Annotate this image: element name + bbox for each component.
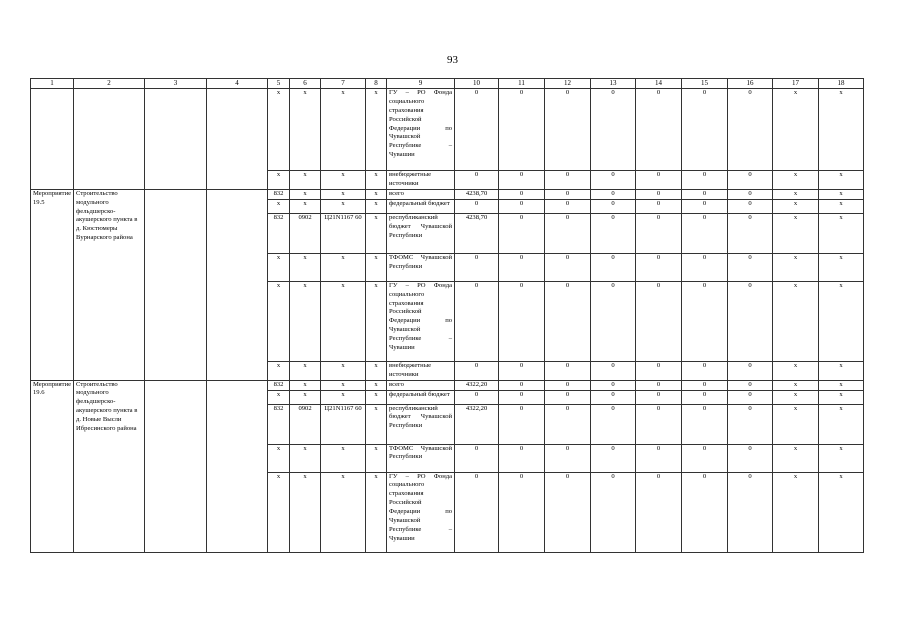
code-cell: x — [268, 253, 290, 281]
value-cell: 0 — [682, 189, 728, 199]
value-cell: x — [819, 281, 864, 361]
value-cell: 0 — [728, 390, 773, 404]
code-cell: x — [321, 89, 366, 171]
value-cell: 0 — [682, 390, 728, 404]
col-header: 11 — [499, 79, 545, 89]
code-cell: x — [366, 213, 387, 253]
value-cell: 0 — [728, 89, 773, 171]
value-cell: 0 — [455, 281, 499, 361]
value-cell: 0 — [545, 89, 591, 171]
value-cell: 0 — [591, 361, 636, 380]
code-cell: x — [366, 189, 387, 199]
code-cell: x — [268, 390, 290, 404]
value-cell: 0 — [636, 380, 682, 390]
value-cell: 0 — [636, 89, 682, 171]
code-cell: x — [366, 380, 387, 390]
funding-source-cell: внебюджетные источники — [387, 171, 455, 190]
code-cell: x — [366, 390, 387, 404]
value-cell: 0 — [682, 199, 728, 213]
value-cell: 0 — [499, 89, 545, 171]
value-cell: 0 — [728, 404, 773, 444]
value-cell: 0 — [728, 213, 773, 253]
value-cell: 0 — [455, 361, 499, 380]
value-cell: 4238,70 — [455, 189, 499, 199]
value-cell: 0 — [591, 213, 636, 253]
value-cell: x — [819, 189, 864, 199]
value-cell: 0 — [499, 281, 545, 361]
value-cell: 0 — [728, 281, 773, 361]
value-cell: x — [773, 199, 819, 213]
code-cell: x — [290, 380, 321, 390]
value-cell: 0 — [545, 380, 591, 390]
measure-cell: Мероприятие 19.5 — [31, 189, 74, 380]
value-cell: x — [819, 472, 864, 552]
value-cell: 0 — [545, 361, 591, 380]
value-cell: 0 — [545, 444, 591, 472]
value-cell: 0 — [499, 253, 545, 281]
value-cell: 0 — [636, 199, 682, 213]
code-cell: 0902 — [290, 213, 321, 253]
value-cell: x — [773, 390, 819, 404]
col-header: 7 — [321, 79, 366, 89]
code-cell: x — [290, 281, 321, 361]
code-cell: x — [366, 444, 387, 472]
value-cell: 0 — [499, 213, 545, 253]
code-cell: x — [321, 444, 366, 472]
value-cell: 0 — [455, 171, 499, 190]
funding-source-cell: республиканский бюджет Чувашской Республики — [387, 404, 455, 444]
code-cell: x — [268, 444, 290, 472]
value-cell: 0 — [636, 213, 682, 253]
value-cell: 0 — [591, 189, 636, 199]
col-header: 9 — [387, 79, 455, 89]
code-cell: Ц21N1167 60 — [321, 404, 366, 444]
col-header: 6 — [290, 79, 321, 89]
code-cell: x — [366, 89, 387, 171]
col-header: 15 — [682, 79, 728, 89]
funding-source-cell: федеральный бюджет — [387, 199, 455, 213]
code-cell: x — [321, 390, 366, 404]
code-cell: x — [321, 472, 366, 552]
value-cell: 0 — [682, 380, 728, 390]
value-cell: 4322,20 — [455, 404, 499, 444]
col-header: 13 — [591, 79, 636, 89]
value-cell: 0 — [682, 444, 728, 472]
header-row — [31, 79, 864, 89]
value-cell: x — [819, 361, 864, 380]
funding-source-cell: всего — [387, 380, 455, 390]
measure-cell: Мероприятие 19.6 — [31, 380, 74, 552]
code-cell: x — [366, 472, 387, 552]
col-header: 17 — [773, 79, 819, 89]
value-cell: 0 — [636, 444, 682, 472]
value-cell: x — [819, 444, 864, 472]
code-cell: x — [321, 380, 366, 390]
value-cell: 0 — [591, 444, 636, 472]
empty-cell — [145, 189, 207, 380]
code-cell: 832 — [268, 189, 290, 199]
code-cell: x — [366, 171, 387, 190]
value-cell: 0 — [682, 89, 728, 171]
value-cell: x — [773, 281, 819, 361]
value-cell: 0 — [728, 171, 773, 190]
budget-table — [30, 78, 864, 553]
col-header: 16 — [728, 79, 773, 89]
table-row — [31, 380, 864, 390]
value-cell: 0 — [455, 89, 499, 171]
code-cell: 0902 — [290, 404, 321, 444]
value-cell: 0 — [728, 199, 773, 213]
value-cell: x — [773, 253, 819, 281]
measure-title-cell: Строительство модульного фельдшерско-акушерского пункта в д. Кюстюмеры Вурнарского района — [74, 189, 145, 380]
empty-cell — [145, 89, 207, 190]
col-header: 14 — [636, 79, 682, 89]
value-cell: x — [819, 253, 864, 281]
col-header: 18 — [819, 79, 864, 89]
code-cell: x — [366, 404, 387, 444]
value-cell: 0 — [545, 404, 591, 444]
value-cell: x — [773, 171, 819, 190]
value-cell: 0 — [728, 380, 773, 390]
value-cell: x — [773, 361, 819, 380]
col-header: 3 — [145, 79, 207, 89]
value-cell: 0 — [728, 361, 773, 380]
value-cell: x — [819, 390, 864, 404]
value-cell: x — [773, 189, 819, 199]
code-cell: x — [268, 171, 290, 190]
value-cell: 0 — [455, 472, 499, 552]
value-cell: 0 — [455, 390, 499, 404]
code-cell: x — [366, 253, 387, 281]
value-cell: 0 — [545, 213, 591, 253]
value-cell: 0 — [499, 380, 545, 390]
code-cell: x — [290, 390, 321, 404]
code-cell: x — [268, 361, 290, 380]
value-cell: 0 — [455, 253, 499, 281]
value-cell: x — [819, 404, 864, 444]
value-cell: 0 — [545, 253, 591, 281]
code-cell: x — [366, 199, 387, 213]
value-cell: 0 — [499, 361, 545, 380]
col-header: 12 — [545, 79, 591, 89]
code-cell: x — [268, 89, 290, 171]
funding-source-cell: ТФОМС Чувашской Республики — [387, 444, 455, 472]
value-cell: 0 — [682, 253, 728, 281]
code-cell: x — [366, 281, 387, 361]
value-cell: 0 — [728, 253, 773, 281]
code-cell: 832 — [268, 380, 290, 390]
table-row — [31, 89, 864, 171]
col-header: 4 — [207, 79, 268, 89]
value-cell: 0 — [728, 472, 773, 552]
measure-cell — [31, 89, 74, 190]
col-header: 1 — [31, 79, 74, 89]
value-cell: 0 — [499, 404, 545, 444]
value-cell: 0 — [636, 472, 682, 552]
value-cell: 0 — [591, 472, 636, 552]
value-cell: 0 — [591, 380, 636, 390]
value-cell: 0 — [545, 189, 591, 199]
value-cell: 0 — [636, 189, 682, 199]
funding-source-cell: ГУ – РО Фонда социального страхования Российской Федерации по Чувашской Республике – Чувашии — [387, 281, 455, 361]
value-cell: x — [773, 472, 819, 552]
value-cell: 0 — [499, 390, 545, 404]
value-cell: 0 — [499, 472, 545, 552]
measure-title-cell: Строительство модульного фельдшерско-акушерского пункта в д. Новые Высли Ибресинского района — [74, 380, 145, 552]
funding-source-cell: республиканский бюджет Чувашской Республики — [387, 213, 455, 253]
value-cell: x — [773, 213, 819, 253]
value-cell: 0 — [499, 444, 545, 472]
value-cell: 0 — [545, 472, 591, 552]
code-cell: x — [321, 199, 366, 213]
code-cell: 832 — [268, 404, 290, 444]
value-cell: 0 — [728, 189, 773, 199]
value-cell: 0 — [682, 404, 728, 444]
funding-source-cell: ТФОМС Чувашской Республики — [387, 253, 455, 281]
value-cell: 0 — [682, 281, 728, 361]
funding-source-cell: ГУ – РО Фонда социального страхования Российской Федерации по Чувашской Республике – Чувашии — [387, 89, 455, 171]
empty-cell — [207, 89, 268, 190]
value-cell: 0 — [591, 253, 636, 281]
funding-source-cell: внебюджетные источники — [387, 361, 455, 380]
value-cell: 0 — [545, 281, 591, 361]
empty-cell — [145, 380, 207, 552]
value-cell: x — [773, 380, 819, 390]
value-cell: 0 — [591, 199, 636, 213]
value-cell: 0 — [682, 171, 728, 190]
empty-cell — [207, 189, 268, 380]
value-cell: 4238,70 — [455, 213, 499, 253]
code-cell: Ц21N1167 60 — [321, 213, 366, 253]
value-cell: 0 — [682, 472, 728, 552]
code-cell: x — [321, 171, 366, 190]
col-header: 2 — [74, 79, 145, 89]
value-cell: 0 — [499, 189, 545, 199]
value-cell: 0 — [636, 390, 682, 404]
value-cell: 0 — [636, 404, 682, 444]
value-cell: 0 — [591, 390, 636, 404]
value-cell: x — [819, 380, 864, 390]
value-cell: 0 — [636, 253, 682, 281]
value-cell: 0 — [636, 171, 682, 190]
col-header: 5 — [268, 79, 290, 89]
code-cell: x — [268, 472, 290, 552]
code-cell: x — [321, 361, 366, 380]
value-cell: 0 — [636, 281, 682, 361]
code-cell: x — [321, 253, 366, 281]
code-cell: x — [290, 444, 321, 472]
funding-source-cell: федеральный бюджет — [387, 390, 455, 404]
value-cell: 0 — [591, 89, 636, 171]
code-cell: x — [366, 361, 387, 380]
table-body — [31, 89, 864, 553]
value-cell: 0 — [499, 199, 545, 213]
value-cell: 0 — [455, 444, 499, 472]
value-cell: 0 — [455, 199, 499, 213]
value-cell: 0 — [636, 361, 682, 380]
col-header: 10 — [455, 79, 499, 89]
code-cell: x — [290, 361, 321, 380]
value-cell: 0 — [682, 361, 728, 380]
code-cell: x — [290, 253, 321, 281]
code-cell: x — [268, 199, 290, 213]
value-cell: x — [819, 89, 864, 171]
code-cell: x — [268, 281, 290, 361]
value-cell: x — [773, 444, 819, 472]
value-cell: 0 — [682, 213, 728, 253]
code-cell: x — [290, 199, 321, 213]
empty-cell — [207, 380, 268, 552]
code-cell: x — [290, 472, 321, 552]
value-cell: x — [819, 213, 864, 253]
value-cell: 0 — [545, 390, 591, 404]
value-cell: x — [819, 171, 864, 190]
value-cell: 0 — [545, 171, 591, 190]
funding-source-cell: всего — [387, 189, 455, 199]
code-cell: 832 — [268, 213, 290, 253]
value-cell: x — [773, 404, 819, 444]
value-cell: 0 — [591, 281, 636, 361]
code-cell: x — [290, 189, 321, 199]
value-cell: 0 — [545, 199, 591, 213]
code-cell: x — [321, 281, 366, 361]
col-header: 8 — [366, 79, 387, 89]
code-cell: x — [290, 171, 321, 190]
value-cell: 0 — [591, 171, 636, 190]
page-number: 93 — [447, 54, 458, 66]
funding-source-cell: ГУ – РО Фонда социального страхования Российской Федерации по Чувашской Республике – Чувашии — [387, 472, 455, 552]
measure-title-cell — [74, 89, 145, 190]
value-cell: 0 — [499, 171, 545, 190]
value-cell: 0 — [591, 404, 636, 444]
value-cell: x — [773, 89, 819, 171]
value-cell: 4322,20 — [455, 380, 499, 390]
table-row — [31, 189, 864, 199]
value-cell: x — [819, 199, 864, 213]
value-cell: 0 — [728, 444, 773, 472]
code-cell: x — [290, 89, 321, 171]
code-cell: x — [321, 189, 366, 199]
